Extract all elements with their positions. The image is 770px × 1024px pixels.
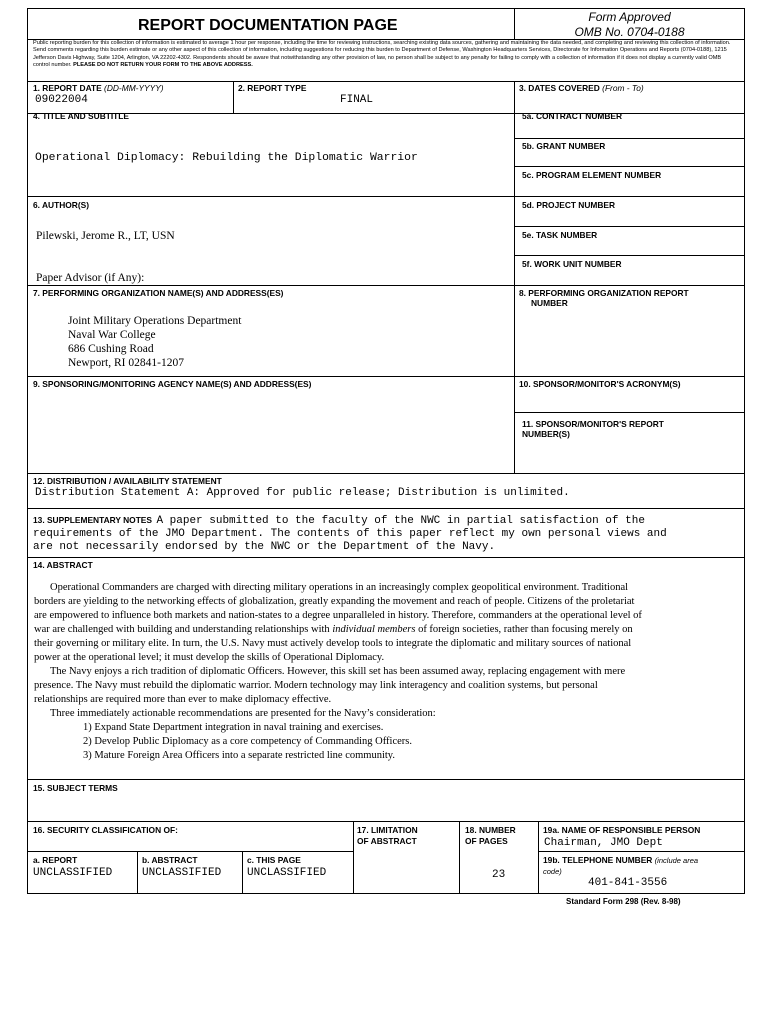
responsible-person-value: Chairman, JMO Dept [544, 837, 663, 849]
address-line: Naval War College [68, 329, 156, 341]
burden-statement: Public reporting burden for this collection of information is estimated to average 1 hour per response, including the time for reviewing instructions, searching existing data sources, gathering and maintaining the data needed, and completing and reviewing this collection of information. Send comments regarding this burden estimate or any other aspect of this collection of information, including suggestions for reducing this burden to Department of Defense, Washington Headquarters Services, Directorate for Information Operations and Reports (0704-0188), 1215 Jefferson Davis Highway, Suite 1204, Arlington, VA 22202-4302. Respondents should be aware that notwithstanding any other provision of law, no person shall be subject to any penalty for failing to comply with a collection of information if it does not display a currently valid OMB control number. PLEASE DO NOT RETURN YOUR FORM TO THE ABOVE ADDRESS. [33, 40, 731, 68]
standard-form-footer: Standard Form 298 (Rev. 8-98) [566, 897, 681, 906]
abstract-text: Operational Commanders are charged with directing military operations in an increasingly complex geopolitical environment. Traditional borders are yielding to the networking effects of globalization, greatly expanding the movement and reach of people. Citizens of the proletariat are empowered to influence both markets and nation-states to a degree unparalleled in history. Therefore, commanders at the operational level of war are challenged with building and understanding relationships with individual members of foreign societies, rather than focusing merely on their governing or military elite. In turn, the U.S. Navy must actively develop tools to integrate the diplomatic and military sources of national power at the operational level; it must develop the skills of Operational Diplomacy. The Navy enjoys a rich tradition of diplomatic Officers. However, this skill set has been assumed away, replacing engagement with mere presence. The Navy must rebuild the diplomatic warrior. Modern technology may link interagency and coalition systems, but personal relationships are required more than ever to make diplomacy effective. Three immediately actionable recommendations are presented for the Navy’s consideration: 1) Expand State Department integration in naval training and exercises. 2) Develop Public Diplomacy as a core competency of Commanding Officers. 3) Mature Foreign Area Officers into a separate restricted line community. [34, 582, 642, 761]
authors-value: Pilewski, Jerome R., LT, USN [36, 230, 175, 242]
sponsor-report-number-label: 11. SPONSOR/MONITOR'S REPORT NUMBER(S) [522, 419, 664, 439]
address-line: Newport, RI 02841-1207 [68, 357, 184, 369]
security-classification-label: 16. SECURITY CLASSIFICATION OF: [33, 825, 178, 835]
telephone-value: 401-841-3556 [588, 877, 668, 889]
address-line: 686 Cushing Road [68, 343, 154, 355]
distribution-label: 12. DISTRIBUTION / AVAILABILITY STATEMENT [33, 476, 222, 486]
number-pages-value: 23 [492, 869, 506, 881]
supplementary-notes [33, 512, 743, 554]
report-class-value: UNCLASSIFIED [33, 867, 113, 879]
supplementary-notes-label: 13. SUPPLEMENTARY NOTES [33, 515, 152, 525]
sponsoring-agency-label: 9. SPONSORING/MONITORING AGENCY NAME(S) AND ADDRESS(ES) [33, 379, 312, 389]
form-title: REPORT DOCUMENTATION PAGE [138, 17, 398, 34]
work-unit-label: 5f. WORK UNIT NUMBER [522, 259, 622, 269]
supplementary-notes-line: are not necessarily endorsed by the NWC or the Department of the Navy. [33, 541, 496, 553]
address-line: Joint Military Operations Department [68, 315, 242, 327]
report-date-label: 1. REPORT DATE (DD-MM-YYYY) [33, 83, 164, 93]
abstract-label: 14. ABSTRACT [33, 560, 93, 570]
sponsor-acronym-label: 10. SPONSOR/MONITOR'S ACRONYM(S) [519, 379, 681, 389]
supplementary-notes-line: requirements of the JMO Department. The contents of this paper reflect my own personal views and [33, 528, 667, 540]
report-date-value: 09022004 [35, 94, 88, 106]
program-element-label: 5c. PROGRAM ELEMENT NUMBER [522, 170, 662, 180]
dates-covered-label: 3. DATES COVERED (From - To) [519, 83, 644, 93]
report-type-label: 2. REPORT TYPE [238, 83, 307, 93]
limitation-label: 17. LIMITATION OF ABSTRACT [357, 825, 418, 846]
form-approved-label: Form Approved [588, 10, 671, 24]
omb-number: OMB No. 0704-0188 [574, 25, 685, 39]
page-class-value: UNCLASSIFIED [247, 867, 327, 879]
contract-number-label: 5a. CONTRACT NUMBER [522, 111, 623, 121]
paper-advisor: Paper Advisor (if Any): [36, 272, 145, 284]
authors-label: 6. AUTHOR(S) [33, 200, 89, 210]
performing-org-label: 7. PERFORMING ORGANIZATION NAME(S) AND ADDRESS(ES) [33, 288, 284, 298]
abstract-class-label: b. ABSTRACT [142, 855, 198, 865]
report-class-label: a. REPORT [33, 855, 78, 865]
page-class-label: c. THIS PAGE [247, 855, 301, 865]
number-pages-label: 18. NUMBER OF PAGES [465, 825, 516, 846]
telephone-label: 19b. TELEPHONE NUMBER (include area code) [543, 855, 699, 876]
title-subtitle-value: Operational Diplomacy: Rebuilding the Diplomatic Warrior [35, 152, 418, 164]
report-documentation-form [27, 8, 745, 894]
report-type-value: FINAL [340, 94, 374, 106]
performing-report-number-label: 8. PERFORMING ORGANIZATION REPORT NUMBER [519, 288, 689, 308]
task-number-label: 5e. TASK NUMBER [522, 230, 598, 240]
grant-number-label: 5b. GRANT NUMBER [522, 141, 606, 151]
supplementary-notes-line: A paper submitted to the faculty of the NWC in partial satisfaction of the [156, 515, 645, 527]
project-number-label: 5d. PROJECT NUMBER [522, 200, 616, 210]
subject-terms-label: 15. SUBJECT TERMS [33, 783, 118, 793]
performing-org-address [68, 314, 241, 370]
distribution-value: Distribution Statement A: Approved for public release; Distribution is unlimited. [35, 487, 570, 499]
abstract-class-value: UNCLASSIFIED [142, 867, 222, 879]
title-subtitle-label: 4. TITLE AND SUBTITLE [33, 111, 130, 121]
responsible-person-label: 19a. NAME OF RESPONSIBLE PERSON [543, 825, 701, 835]
